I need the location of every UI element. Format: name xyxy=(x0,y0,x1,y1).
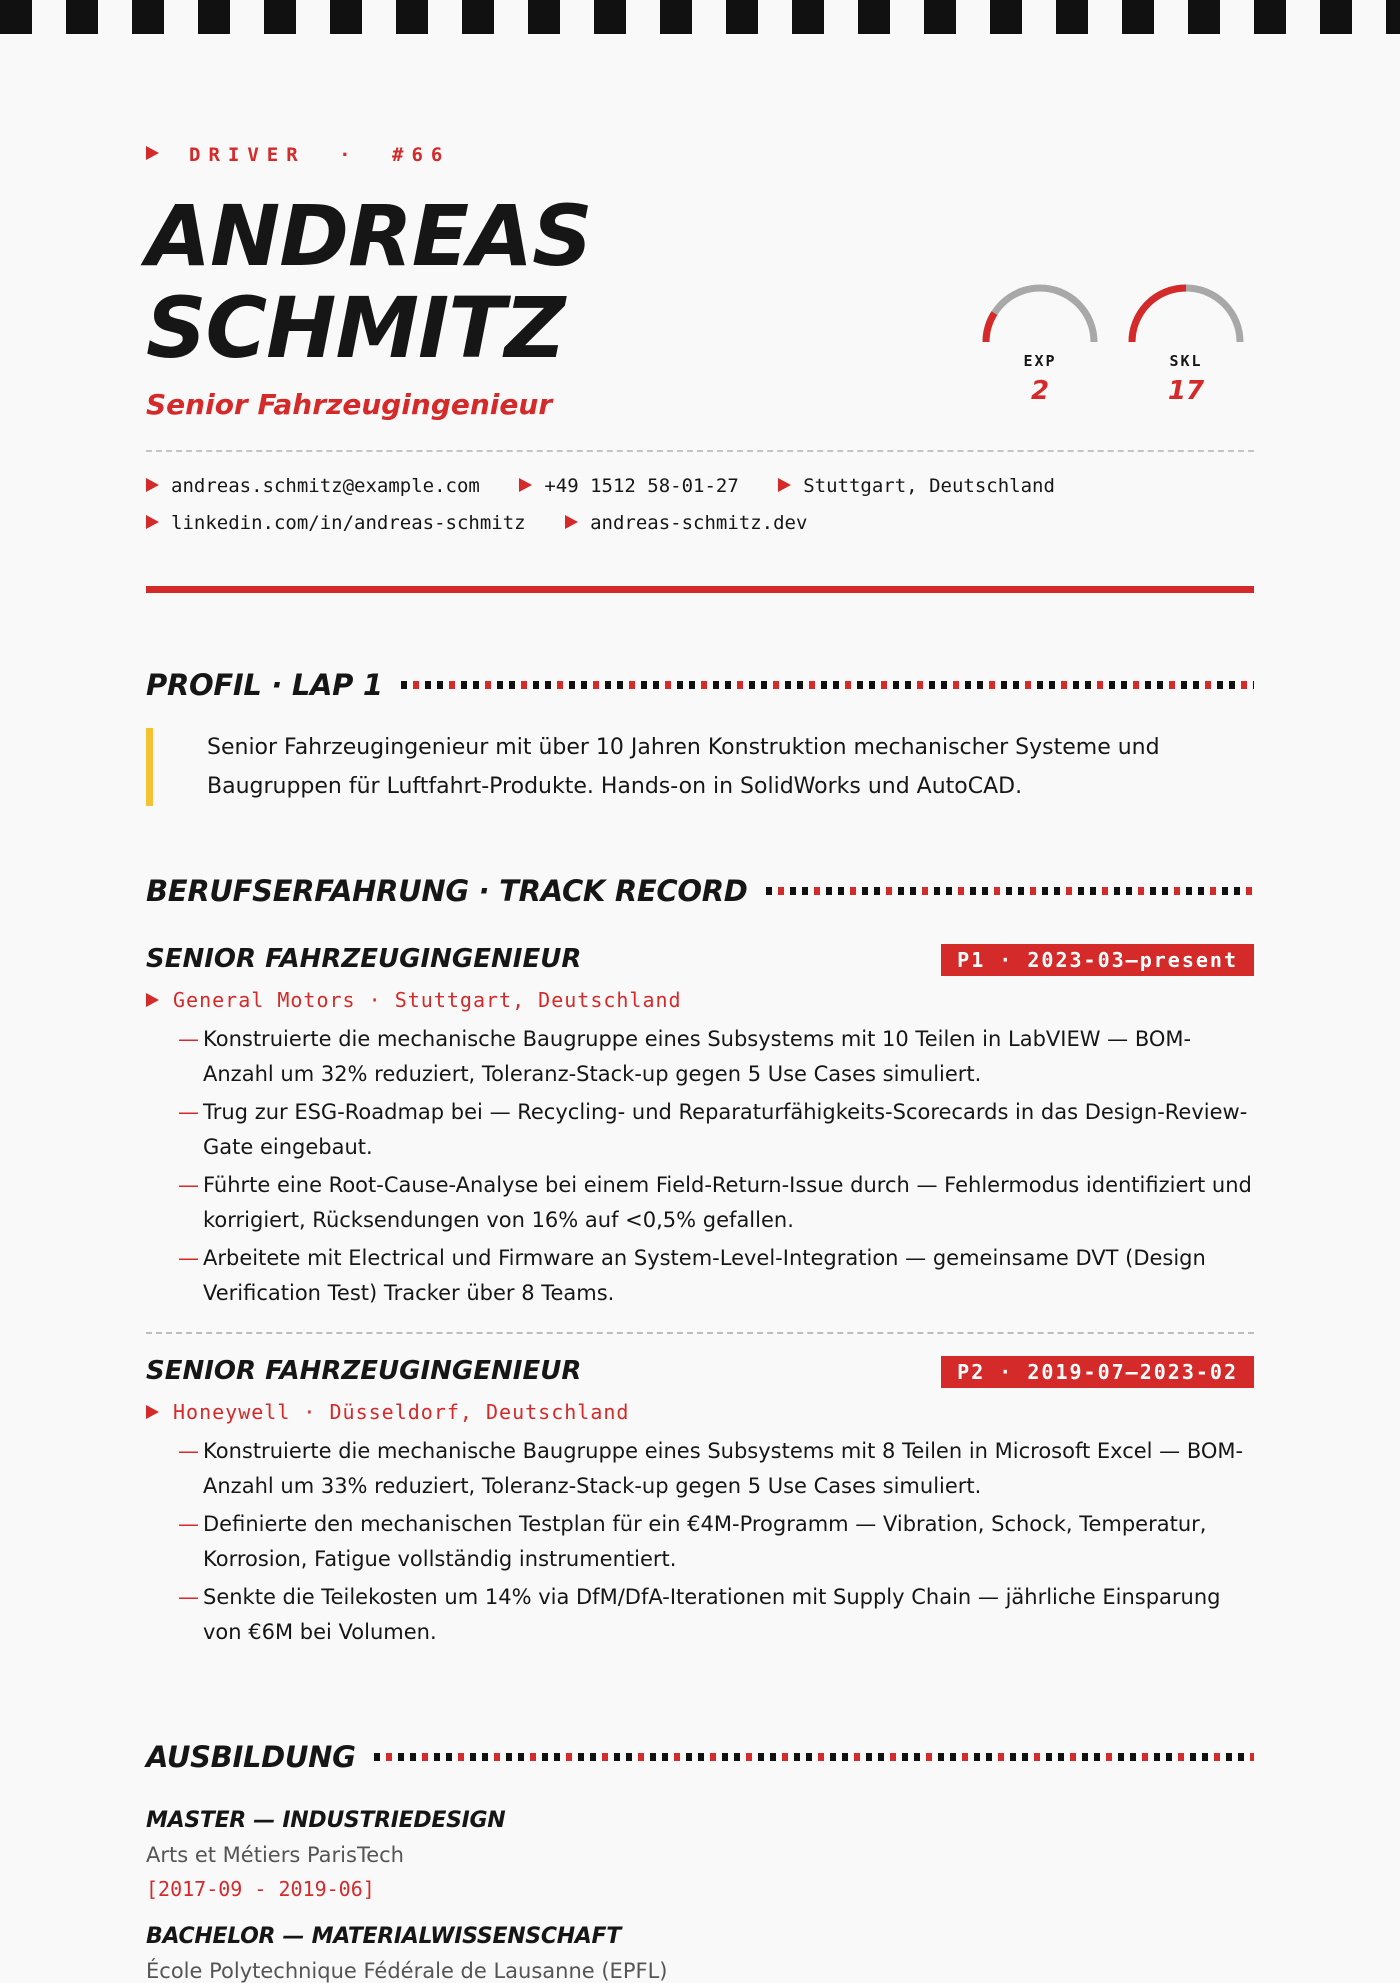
job-bullets xyxy=(146,1022,1254,1311)
eyebrow-separator: · xyxy=(339,144,359,166)
section-experience-header xyxy=(146,874,1254,908)
triangle-right-icon xyxy=(519,478,532,492)
degree-title: BACHELOR — MATERIALWISSENSCHAFT xyxy=(146,1924,621,1949)
list-item: — Trug zur ESG-Roadmap bei — Recycling- und Reparaturfähigkeits-Scorecards in das Design-Review-Gate eingebaut. xyxy=(146,1095,1254,1165)
dotted-rule xyxy=(766,887,1254,895)
list-item: — Definierte den mechanischen Testplan für ein €4M-Programm — Vibration, Schock, Temperatur, Korrosion, Fatigue vollständig instrumentiert. xyxy=(146,1507,1254,1577)
dotted-rule xyxy=(374,1753,1254,1761)
job-company: Honeywell · Düsseldorf, Deutschland xyxy=(146,1400,1254,1424)
job-company: General Motors · Stuttgart, Deutschland xyxy=(146,988,1254,1012)
contact-linkedin[interactable]: linkedin.com/in/andreas-schmitz xyxy=(146,505,526,542)
triangle-right-icon xyxy=(146,515,159,529)
header-red-bar xyxy=(146,586,1254,593)
dash-marker-icon: — xyxy=(178,1439,199,1463)
job-divider xyxy=(146,1332,1254,1334)
gauge-exp-label: EXP xyxy=(1023,352,1057,370)
triangle-right-icon xyxy=(565,515,578,529)
section-profile-header xyxy=(146,668,1254,702)
triangle-right-icon xyxy=(146,478,159,492)
section-title: PROFIL · LAP 1 xyxy=(146,668,383,702)
gauge-exp-value: 2 xyxy=(1030,376,1050,406)
list-item: — Führte eine Root-Cause-Analyse bei einem Field-Return-Issue durch — Fehlermodus identifiziert und korrigiert, Rücksendungen von 16% auf <0,5% gefallen. xyxy=(146,1168,1254,1238)
list-item: — Konstruierte die mechanische Baugruppe eines Subsystems mit 10 Teilen in LabVIEW — BOM-Anzahl um 32% reduziert, Toleranz-Stack-up gegen 5 Use Cases simuliert. xyxy=(146,1022,1254,1092)
section-title: AUSBILDUNG xyxy=(146,1740,356,1774)
education-entry xyxy=(146,1924,1254,1983)
school-name: Arts et Métiers ParisTech xyxy=(146,1843,404,1867)
job-title: Senior Fahrzeugingenieur xyxy=(146,388,553,421)
gauge-skl-label: SKL xyxy=(1169,352,1203,370)
eyebrow-role: DRIVER xyxy=(189,144,306,166)
list-item: — Konstruierte die mechanische Baugruppe eines Subsystems mit 8 Teilen in Microsoft Excel — BOM-Anzahl um 33% reduziert, Toleranz-Stack-up gegen 5 Use Cases simuliert. xyxy=(146,1434,1254,1504)
section-education-header xyxy=(146,1740,1254,1774)
dotted-rule xyxy=(401,681,1254,689)
job-badge: P1 · 2023-03–present xyxy=(941,944,1254,976)
checkered-flag-stripe xyxy=(0,0,1400,34)
candidate-name xyxy=(146,187,592,377)
dash-marker-icon: — xyxy=(178,1512,199,1536)
section-title: BERUFSERFAHRUNG · TRACK RECORD xyxy=(146,874,748,908)
list-item: — Senkte die Teilekosten um 14% via DfM/DfA-Iterationen mit Supply Chain — jährliche Einsparung von €6M bei Volumen. xyxy=(146,1580,1254,1650)
driver-eyebrow xyxy=(146,144,450,166)
list-item: — Arbeitete mit Electrical und Firmware an System-Level-Integration — gemeinsame DVT (Design Verification Test) Tracker über 8 Teams. xyxy=(146,1241,1254,1311)
gauge-skl-value: 17 xyxy=(1167,376,1205,406)
eyebrow-number: #66 xyxy=(392,144,451,166)
gauge-exp xyxy=(978,282,1102,406)
education-entry xyxy=(146,1808,1254,1901)
last-name: SCHMITZ xyxy=(146,279,565,377)
header-divider xyxy=(146,450,1254,452)
dash-marker-icon: — xyxy=(178,1100,199,1124)
contact-email[interactable]: andreas.schmitz@example.com xyxy=(146,468,480,505)
education-dates: [2017-09 - 2019-06] xyxy=(146,1877,375,1901)
triangle-right-icon xyxy=(146,1405,159,1419)
first-name: ANDREAS xyxy=(146,187,592,285)
contact-phone[interactable]: +49 1512 58-01-27 xyxy=(519,468,738,505)
triangle-right-icon xyxy=(146,993,159,1007)
job-badge: P2 · 2019-07–2023-02 xyxy=(941,1356,1254,1388)
triangle-right-icon xyxy=(778,478,791,492)
job-entry xyxy=(146,944,1254,1314)
contact-location: Stuttgart, Deutschland xyxy=(778,468,1055,505)
gauge-skl-arc xyxy=(1124,282,1248,346)
job-entry xyxy=(146,1356,1254,1653)
job-role: SENIOR FAHRZEUGINGENIEUR xyxy=(146,944,582,974)
dash-marker-icon: — xyxy=(178,1585,199,1609)
contact-list xyxy=(146,468,1083,542)
gauge-exp-arc xyxy=(978,282,1102,346)
profile-summary: Senior Fahrzeugingenieur mit über 10 Jahren Konstruktion mechanischer Systeme und Baugruppen für Luftfahrt-Produkte. Hands-on in SolidWorks und AutoCAD. xyxy=(146,728,1254,806)
job-bullets xyxy=(146,1434,1254,1650)
school-name: École Polytechnique Fédérale de Lausanne (EPFL) xyxy=(146,1959,668,1983)
dash-marker-icon: — xyxy=(178,1027,199,1051)
degree-title: MASTER — INDUSTRIEDESIGN xyxy=(146,1808,506,1833)
dash-marker-icon: — xyxy=(178,1173,199,1197)
gauge-skl xyxy=(1124,282,1248,406)
contact-website[interactable]: andreas-schmitz.dev xyxy=(565,505,807,542)
job-role: SENIOR FAHRZEUGINGENIEUR xyxy=(146,1356,582,1386)
dash-marker-icon: — xyxy=(178,1246,199,1270)
triangle-right-icon xyxy=(146,146,159,160)
